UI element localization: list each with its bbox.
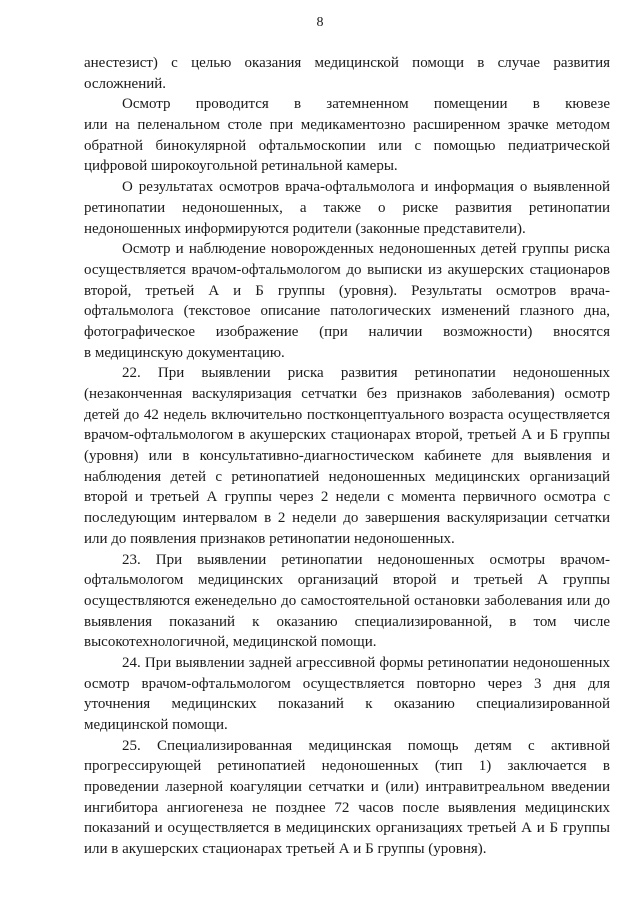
text-line: осложнений. xyxy=(84,75,167,92)
text-line: Осмотр и наблюдение новорожденных недоношенных детей группы риска xyxy=(122,241,610,258)
text-line: цифровой широкоугольной ретинальной камеры. xyxy=(84,158,398,175)
paragraph-item-23 xyxy=(84,550,610,653)
text-line: или на пеленальном столе при медикаментозно расширенном зрачке методом xyxy=(84,117,610,134)
text-line: в медицинскую документацию. xyxy=(84,344,285,361)
text-line: наблюдения детей с ретинопатией недоношенных медицинских организаций xyxy=(84,468,610,485)
paragraph-item-22 xyxy=(84,363,610,549)
text-line: (уровня) или в консультативно-диагностическом кабинете для выявления и xyxy=(84,448,610,465)
document-body xyxy=(84,53,610,860)
text-line: высокотехнологичной, медицинской помощи. xyxy=(84,634,377,651)
text-line: показаний и осуществляется в медицинских организациях третьей А и Б группы xyxy=(84,820,610,837)
paragraph-continuation xyxy=(84,53,610,94)
text-line: 24. При выявлении задней агрессивной формы ретинопатии недоношенных xyxy=(122,654,610,671)
text-line: уточнения медицинских показаний к оказанию специализированной xyxy=(84,696,610,713)
text-line: обратной бинокулярной офтальмоскопии или с помощью педиатрической xyxy=(84,137,610,154)
paragraph-risk-group-observation xyxy=(84,239,610,363)
text-line: ингибитора ангиогенеза не позднее 72 часов после выявления медицинских xyxy=(84,799,610,816)
text-line: прогрессирующей ретинопатией недоношенных (тип 1) заключается в xyxy=(84,758,610,775)
text-line: недоношенных информируются родители (законные представители). xyxy=(84,220,526,237)
text-line: медицинской помощи. xyxy=(84,717,228,733)
text-line: фотографическое изображение (при наличии возможности) вносятся xyxy=(84,323,610,340)
paragraph-item-24 xyxy=(84,653,610,736)
text-line: детей до 42 недель включительно постконцептуального возраста осуществляется xyxy=(84,406,610,423)
text-line: или в акушерских стационарах третьей А и Б группы (уровня). xyxy=(84,841,487,858)
text-line: 23. При выявлении ретинопатии недоношенных осмотры врачом- xyxy=(122,551,610,568)
text-line: выявления показаний к оказанию специализированной, в том числе xyxy=(84,613,610,630)
text-line: осмотр врачом-офтальмологом осуществляется повторно через 3 дня для xyxy=(84,675,610,692)
text-line: 25. Специализированная медицинская помощь детям с активной xyxy=(122,737,610,754)
text-line: второй и третьей А группы через 2 недели с момента первичного осмотра с xyxy=(84,489,610,506)
text-line: ретинопатии недоношенных, а также о риске развития ретинопатии xyxy=(84,199,610,216)
text-line: или до появления признаков ретинопатии недоношенных. xyxy=(84,530,455,547)
paragraph-item-25 xyxy=(84,736,610,860)
text-line: осуществляются еженедельно до самостоятельной остановки заболевания или до xyxy=(84,592,610,609)
text-line: врачом-офтальмологом в акушерских стационарах второй, третьей А и Б группы xyxy=(84,427,610,444)
text-line: офтальмолога (текстовое описание патологических изменений глазного дна, xyxy=(84,303,610,320)
text-line: анестезист) с целью оказания медицинской помощи в случае развития xyxy=(84,55,610,71)
text-line: Осмотр проводится в затемненном помещении в кювезе xyxy=(122,96,610,113)
text-line: офтальмологом медицинских организаций второй и третьей А группы xyxy=(84,572,610,589)
text-line: 22. При выявлении риска развития ретинопатии недоношенных xyxy=(122,365,610,382)
text-line: второй, третьей А и Б группы (уровня). Результаты осмотров врача- xyxy=(84,282,610,299)
page-number: 8 xyxy=(316,15,324,30)
text-line: (незаконченная васкуляризация сетчатки без признаков заболевания) осмотр xyxy=(84,386,610,402)
paragraph-parents-informed xyxy=(84,177,610,239)
text-line: осуществляется врачом-офтальмологом до выписки из акушерских стационаров xyxy=(84,261,610,278)
paragraph-examination-conditions xyxy=(84,94,610,177)
text-line: последующим интервалом в 2 недели до завершения васкуляризации сетчатки xyxy=(84,510,610,527)
text-line: О результатах осмотров врача-офтальмолога и информация о выявленной xyxy=(122,179,610,196)
text-line: проведении лазерной коагуляции сетчатки и (или) интравитреальном введении xyxy=(84,779,610,796)
